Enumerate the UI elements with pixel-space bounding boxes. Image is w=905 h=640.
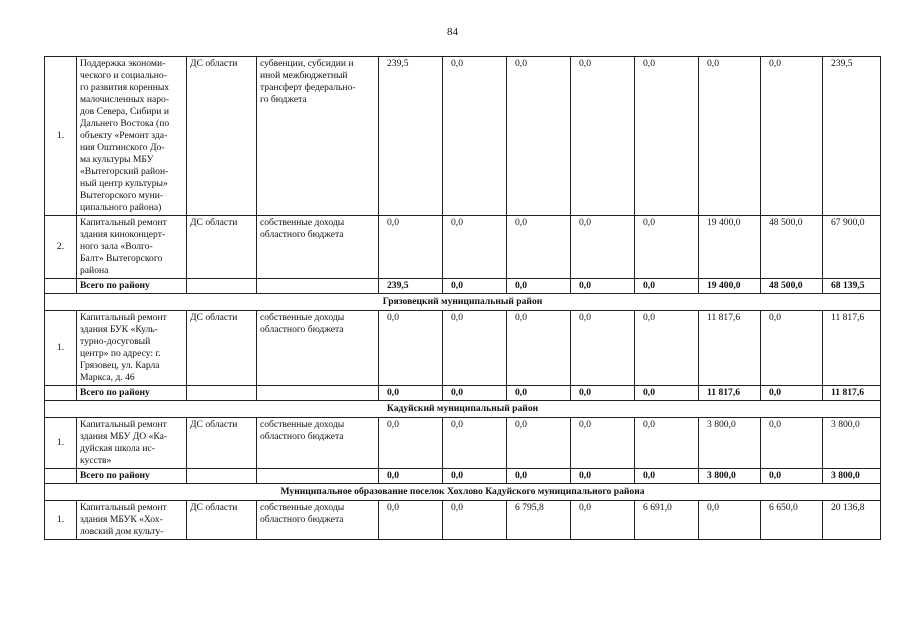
value-cell: 0,0 xyxy=(443,216,507,279)
funding-cell xyxy=(257,386,379,401)
value-cell: 0,0 xyxy=(443,57,507,216)
value-cell: 0,0 xyxy=(379,501,443,540)
item-name: Капитальный ремонт здания МБУ ДО «Ка- дуйская школа ис- кусств» xyxy=(77,418,187,469)
source-cell: ДС области xyxy=(187,418,257,469)
section-header-row xyxy=(45,484,881,501)
source-cell: ДС области xyxy=(187,501,257,540)
value-cell: 0,0 xyxy=(443,418,507,469)
section-header-row xyxy=(45,294,881,311)
item-name: Капитальный ремонт здания МБУК «Хох- ловский дом культу- xyxy=(77,501,187,540)
value-cell: 0,0 xyxy=(443,279,507,294)
item-name: Капитальный ремонт здания БУК «Куль- турно-досуговый центр» по адресу: г. Грязовец, ул. Карла Маркса, д. 46 xyxy=(77,311,187,386)
value-cell: 0,0 xyxy=(443,311,507,386)
value-cell: 0,0 xyxy=(635,57,699,216)
value-cell: 20 136,8 xyxy=(823,501,881,540)
total-row xyxy=(45,279,881,294)
table-row xyxy=(45,311,881,386)
total-row xyxy=(45,386,881,401)
value-cell: 0,0 xyxy=(761,57,823,216)
value-cell: 0,0 xyxy=(507,57,571,216)
value-cell: 0,0 xyxy=(761,469,823,484)
value-cell: 0,0 xyxy=(571,279,635,294)
value-cell: 3 800,0 xyxy=(699,469,761,484)
value-cell: 0,0 xyxy=(443,501,507,540)
value-cell: 0,0 xyxy=(571,469,635,484)
value-cell: 0,0 xyxy=(379,311,443,386)
value-cell: 0,0 xyxy=(507,279,571,294)
value-cell: 6 650,0 xyxy=(761,501,823,540)
value-cell: 3 800,0 xyxy=(699,418,761,469)
total-label: Всего по району xyxy=(77,386,187,401)
section-title: Муниципальное образование поселок Хохлово Кадуйского муниципального района xyxy=(45,484,881,501)
funding-cell xyxy=(257,469,379,484)
index-cell xyxy=(45,386,77,401)
value-cell: 19 400,0 xyxy=(699,216,761,279)
value-cell: 239,5 xyxy=(379,279,443,294)
value-cell: 0,0 xyxy=(571,501,635,540)
source-cell: ДС области xyxy=(187,311,257,386)
section-title: Грязовецкий муниципальный район xyxy=(45,294,881,311)
value-cell: 0,0 xyxy=(761,418,823,469)
value-cell: 239,5 xyxy=(823,57,881,216)
value-cell: 0,0 xyxy=(635,216,699,279)
value-cell: 68 139,5 xyxy=(823,279,881,294)
value-cell: 48 500,0 xyxy=(761,279,823,294)
value-cell: 0,0 xyxy=(379,386,443,401)
value-cell: 0,0 xyxy=(507,469,571,484)
value-cell: 0,0 xyxy=(379,216,443,279)
funding-cell: собственные доходы областного бюджета xyxy=(257,418,379,469)
value-cell: 0,0 xyxy=(379,418,443,469)
value-cell: 0,0 xyxy=(571,311,635,386)
item-name: Поддержка экономи- ческого и социально- го развития коренных малочисленных наро- дов Севера, Сибири и Дальнего Востока (по объекту «Ремонт зда- ния Оштинского До- ма культуры МБУ «Вытегорский район- ный центр культуры» Вытегорского муни- ципального района) xyxy=(77,57,187,216)
value-cell: 0,0 xyxy=(379,469,443,484)
funding-cell xyxy=(257,279,379,294)
value-cell: 6 691,0 xyxy=(635,501,699,540)
funding-cell: собственные доходы областного бюджета xyxy=(257,501,379,540)
value-cell: 0,0 xyxy=(443,386,507,401)
funding-cell: собственные доходы областного бюджета xyxy=(257,216,379,279)
value-cell: 0,0 xyxy=(571,386,635,401)
table-row xyxy=(45,57,881,216)
source-cell: ДС области xyxy=(187,57,257,216)
value-cell: 0,0 xyxy=(635,469,699,484)
value-cell: 11 817,6 xyxy=(823,311,881,386)
value-cell: 0,0 xyxy=(761,311,823,386)
value-cell: 19 400,0 xyxy=(699,279,761,294)
value-cell: 67 900,0 xyxy=(823,216,881,279)
value-cell: 0,0 xyxy=(507,418,571,469)
item-name: Капитальный ремонт здания киноконцерт- ного зала «Волго- Балт» Вытегорского района xyxy=(77,216,187,279)
funding-cell: собственные доходы областного бюджета xyxy=(257,311,379,386)
index-cell xyxy=(45,469,77,484)
value-cell: 0,0 xyxy=(571,418,635,469)
value-cell: 0,0 xyxy=(507,216,571,279)
value-cell: 3 800,0 xyxy=(823,469,881,484)
index-cell xyxy=(45,279,77,294)
source-cell xyxy=(187,469,257,484)
value-cell: 0,0 xyxy=(635,386,699,401)
value-cell: 0,0 xyxy=(571,57,635,216)
source-cell xyxy=(187,386,257,401)
value-cell: 0,0 xyxy=(699,501,761,540)
section-title: Кадуйский муниципальный район xyxy=(45,401,881,418)
table-row xyxy=(45,216,881,279)
value-cell: 0,0 xyxy=(635,279,699,294)
value-cell: 0,0 xyxy=(699,57,761,216)
table-row xyxy=(45,501,881,540)
value-cell: 0,0 xyxy=(761,386,823,401)
value-cell: 3 800,0 xyxy=(823,418,881,469)
funding-table xyxy=(44,56,881,540)
table-row xyxy=(45,418,881,469)
index-cell: 1. xyxy=(45,501,77,540)
index-cell: 1. xyxy=(45,311,77,386)
page-number: 84 xyxy=(447,26,458,38)
value-cell: 239,5 xyxy=(379,57,443,216)
value-cell: 6 795,8 xyxy=(507,501,571,540)
value-cell: 11 817,6 xyxy=(699,386,761,401)
total-label: Всего по району xyxy=(77,279,187,294)
total-row xyxy=(45,469,881,484)
index-cell: 2. xyxy=(45,216,77,279)
source-cell: ДС области xyxy=(187,216,257,279)
value-cell: 0,0 xyxy=(635,311,699,386)
index-cell: 1. xyxy=(45,418,77,469)
index-cell: 1. xyxy=(45,57,77,216)
section-header-row xyxy=(45,401,881,418)
value-cell: 11 817,6 xyxy=(823,386,881,401)
value-cell: 0,0 xyxy=(507,386,571,401)
value-cell: 0,0 xyxy=(507,311,571,386)
funding-cell: субвенции, субсидии и иной межбюджетный трансферт федерально- го бюджета xyxy=(257,57,379,216)
value-cell: 48 500,0 xyxy=(761,216,823,279)
source-cell xyxy=(187,279,257,294)
total-label: Всего по району xyxy=(77,469,187,484)
value-cell: 0,0 xyxy=(443,469,507,484)
value-cell: 0,0 xyxy=(635,418,699,469)
value-cell: 11 817,6 xyxy=(699,311,761,386)
value-cell: 0,0 xyxy=(571,216,635,279)
